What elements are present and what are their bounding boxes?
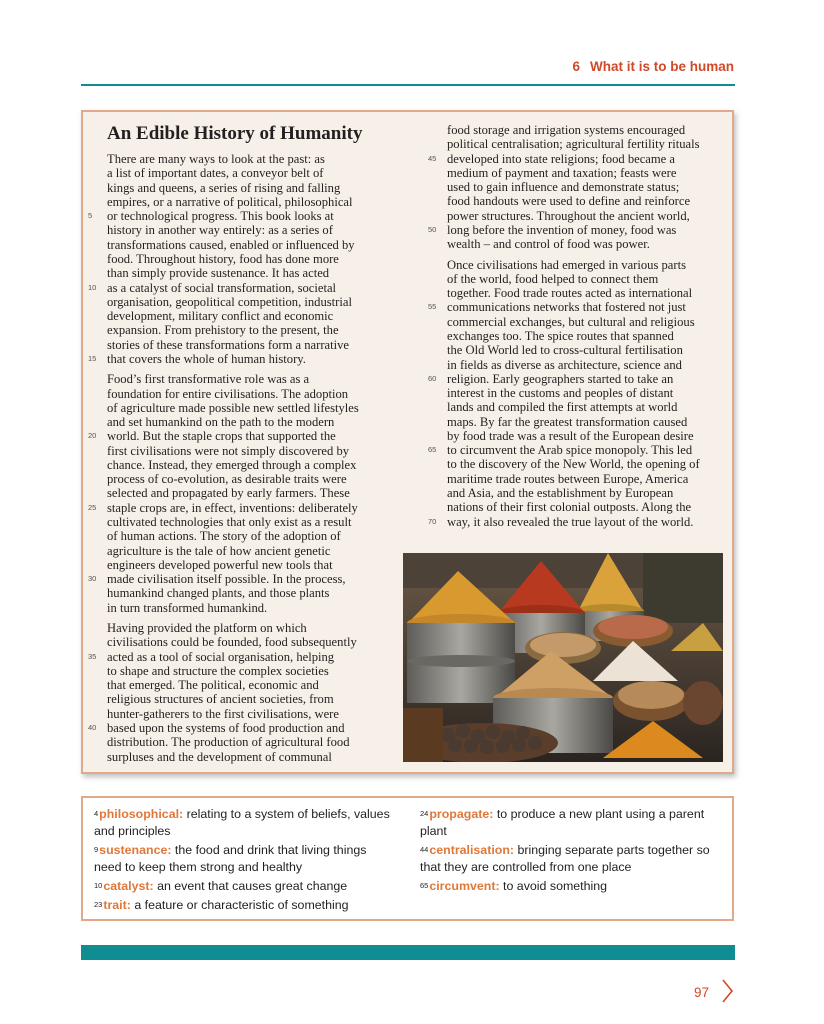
line-text: chance. Instead, they emerged through a complex xyxy=(107,457,357,472)
line-number: 15 xyxy=(88,353,97,363)
line-text: interest in the customs and peoples of distant xyxy=(447,386,674,401)
line-text: based upon the systems of food production and xyxy=(107,720,345,735)
text-line xyxy=(447,286,732,300)
line-text: development, military conflict and economic xyxy=(107,309,334,324)
line-text: to the discovery of the New World, the opening of xyxy=(447,457,700,472)
glossary-entry xyxy=(94,878,394,895)
chevron-right-icon[interactable] xyxy=(720,978,734,1009)
text-line xyxy=(107,387,392,401)
glossary-entry xyxy=(94,806,394,840)
line-text: world. But the staple crops that supported the xyxy=(107,429,336,444)
text-line xyxy=(88,649,392,664)
text-line xyxy=(447,209,732,223)
line-text: as a catalyst of social transformation, societal xyxy=(107,280,337,295)
text-line xyxy=(88,351,392,366)
line-number: 55 xyxy=(428,302,437,312)
glossary-box xyxy=(81,796,734,921)
line-text: process of co-evolution, as desirable traits were xyxy=(107,472,347,487)
line-text: in fields as diverse as architecture, science and xyxy=(447,357,682,372)
text-line xyxy=(447,194,732,208)
line-number: 5 xyxy=(88,211,93,221)
line-text: civilisations could be founded, food subsequently xyxy=(107,635,357,650)
text-line xyxy=(88,429,392,444)
text-line xyxy=(107,707,392,721)
line-number: 45 xyxy=(428,153,437,163)
text-line xyxy=(447,237,732,251)
glossary-term: centralisation: xyxy=(429,843,515,857)
text-line xyxy=(88,500,392,515)
line-text: in turn transformed humankind. xyxy=(107,600,268,615)
line-text: acted as a tool of social organisation, helping xyxy=(107,649,335,664)
line-text: of human actions. The story of the adoption of xyxy=(107,529,341,544)
line-text: commercial exchanges, but cultural and religious xyxy=(447,314,695,329)
glossary-column-right xyxy=(420,806,720,897)
header-rule xyxy=(81,84,735,86)
line-number: 20 xyxy=(88,431,97,441)
glossary-line-ref: 4 xyxy=(94,809,99,818)
glossary-term: sustenance: xyxy=(99,843,172,857)
text-line xyxy=(107,586,392,600)
line-number: 70 xyxy=(428,516,437,526)
glossary-term: catalyst: xyxy=(103,879,154,893)
glossary-definition: bringing separate parts together so that they are controlled from one place xyxy=(420,843,710,874)
line-number: 50 xyxy=(428,224,437,234)
line-text: that covers the whole of human history. xyxy=(107,351,306,366)
text-line xyxy=(107,238,392,252)
text-line xyxy=(447,457,732,471)
text-line xyxy=(107,323,392,337)
line-text: to shape and structure the complex societies xyxy=(107,663,329,678)
text-line xyxy=(88,720,392,735)
line-text: used to gain influence and demonstrate status; xyxy=(447,180,680,195)
line-text: and set humankind on the path to the modern xyxy=(107,415,335,430)
text-line xyxy=(107,529,392,543)
line-text: a list of important dates, a conveyor belt of xyxy=(107,166,324,181)
text-line xyxy=(107,295,392,309)
text-line xyxy=(428,151,732,166)
line-text: the Old World led to cross-cultural fertilisation xyxy=(447,343,683,358)
text-line xyxy=(447,500,732,514)
text-line xyxy=(447,472,732,486)
line-text: foundation for entire civilisations. The adoption xyxy=(107,386,349,401)
text-line xyxy=(107,621,392,635)
line-text: organisation, geopolitical competition, industrial xyxy=(107,294,352,309)
text-line xyxy=(447,137,732,151)
line-text: religious structures of ancient societies, from xyxy=(107,692,334,707)
text-line xyxy=(447,358,732,372)
text-line xyxy=(107,195,392,209)
text-line xyxy=(107,472,392,486)
glossary-definition: to avoid something xyxy=(499,879,608,893)
glossary-term: philosophical: xyxy=(99,807,184,821)
text-line xyxy=(428,514,732,529)
article-column-left xyxy=(88,152,392,764)
line-text: empires, or a narrative of political, philosophical xyxy=(107,194,353,209)
glossary-entry xyxy=(94,897,394,914)
chapter-header xyxy=(572,59,734,74)
line-text: power structures. Throughout the ancient world, xyxy=(447,208,690,223)
text-line xyxy=(107,692,392,706)
text-line xyxy=(107,558,392,572)
line-text: of the world, food helped to connect them xyxy=(447,271,659,286)
article-title: An Edible History of Humanity xyxy=(107,123,363,144)
text-line xyxy=(447,315,732,329)
text-line xyxy=(88,280,392,295)
text-line xyxy=(107,372,392,386)
text-line xyxy=(88,209,392,224)
text-line xyxy=(428,371,732,386)
glossary-definition: relating to a system of beliefs, values and principles xyxy=(94,807,390,838)
text-line xyxy=(107,515,392,529)
text-line xyxy=(107,635,392,649)
footer-band xyxy=(81,945,735,960)
line-text: stories of these transformations form a narrative xyxy=(107,337,349,352)
line-text: long before the invention of money, food was xyxy=(447,222,677,237)
text-line xyxy=(88,572,392,587)
glossary-definition: a feature or characteristic of something xyxy=(130,898,349,912)
chapter-title: What it is to be human xyxy=(590,59,734,74)
line-text: kings and queens, a series of rising and falling xyxy=(107,180,341,195)
text-line xyxy=(447,400,732,414)
text-line xyxy=(107,252,392,266)
line-text: engineers developed powerful new tools that xyxy=(107,557,333,572)
text-line xyxy=(107,678,392,692)
line-text: humankind changed plants, and those plants xyxy=(107,586,330,601)
line-text: There are many ways to look at the past: as xyxy=(107,152,325,166)
text-line xyxy=(107,601,392,615)
glossary-term: circumvent: xyxy=(429,879,500,893)
text-line xyxy=(107,444,392,458)
line-text: together. Food trade routes acted as international xyxy=(447,286,693,301)
line-text: surpluses and the development of communal xyxy=(107,749,332,764)
text-line xyxy=(428,300,732,315)
line-text: Food’s first transformative role was as a xyxy=(107,372,310,387)
line-text: that emerged. The political, economic and xyxy=(107,678,319,693)
glossary-line-ref: 9 xyxy=(94,845,99,854)
line-number: 30 xyxy=(88,574,97,584)
line-text: nations of their first colonial outposts. Along the xyxy=(447,500,692,515)
line-text: medium of payment and taxation; feasts were xyxy=(447,165,677,180)
text-line xyxy=(447,180,732,194)
glossary-definition: to produce a new plant using a parent plant xyxy=(420,807,705,838)
line-text: political centralisation; agricultural fertility rituals xyxy=(447,137,700,152)
chapter-number: 6 xyxy=(572,59,580,74)
text-line xyxy=(107,486,392,500)
spice-market-photo xyxy=(403,553,723,762)
glossary-term: trait: xyxy=(103,898,131,912)
text-line xyxy=(447,386,732,400)
line-text: food storage and irrigation systems encouraged xyxy=(447,123,686,137)
line-text: and Asia, and the establishment by European xyxy=(447,486,674,501)
glossary-line-ref: 24 xyxy=(420,809,429,818)
line-text: than simply provide sustenance. It has acted xyxy=(107,266,330,281)
line-text: expansion. From prehistory to the present, the xyxy=(107,323,339,338)
line-number: 60 xyxy=(428,373,437,383)
line-text: wealth – and control of food was power. xyxy=(447,237,650,252)
text-line xyxy=(107,266,392,280)
glossary-entry xyxy=(420,878,720,895)
line-text: maritime trade routes between Europe, America xyxy=(447,471,689,486)
text-line xyxy=(428,222,732,237)
glossary-line-ref: 23 xyxy=(94,900,103,909)
line-text: maps. By far the greatest transformation caused xyxy=(447,414,688,429)
text-line xyxy=(107,735,392,749)
text-line xyxy=(447,429,732,443)
glossary-term: propagate: xyxy=(429,807,494,821)
line-text: transformations caused, enabled or influenced by xyxy=(107,237,355,252)
text-line xyxy=(107,181,392,195)
line-number: 25 xyxy=(88,502,97,512)
line-text: selected and propagated by early farmers. These xyxy=(107,486,350,501)
text-line xyxy=(107,223,392,237)
line-text: food. Throughout history, food has done more xyxy=(107,251,339,266)
glossary-entry xyxy=(420,806,720,840)
line-text: staple crops are, in effect, inventions: deliberately xyxy=(107,500,358,515)
line-text: developed into state religions; food became a xyxy=(447,151,676,166)
glossary-definition: an event that causes great change xyxy=(153,879,348,893)
glossary-entry xyxy=(420,842,720,876)
glossary-line-ref: 10 xyxy=(94,881,103,890)
line-text: cultivated technologies that only exist as a result xyxy=(107,515,352,530)
text-line xyxy=(107,166,392,180)
text-line xyxy=(428,443,732,458)
text-line xyxy=(107,415,392,429)
line-text: lands and compiled the first attempts at world xyxy=(447,400,678,415)
line-text: hunter-gatherers to the first civilisations, were xyxy=(107,706,339,721)
text-line xyxy=(107,544,392,558)
line-text: way, it also revealed the true layout of the world. xyxy=(447,514,694,529)
line-text: Having provided the platform on which xyxy=(107,621,307,635)
text-line xyxy=(447,258,732,272)
text-line xyxy=(447,329,732,343)
line-number: 40 xyxy=(88,722,97,732)
glossary-line-ref: 44 xyxy=(420,845,429,854)
line-text: Once civilisations had emerged in various parts xyxy=(447,257,686,272)
line-text: made civilisation itself possible. In the process, xyxy=(107,572,346,587)
line-text: history in another way entirely: as a series of xyxy=(107,223,333,238)
line-text: food handouts were used to define and reinforce xyxy=(447,194,691,209)
reading-passage-box xyxy=(81,110,734,774)
text-line xyxy=(107,458,392,472)
text-line xyxy=(447,415,732,429)
text-line xyxy=(107,401,392,415)
line-text: agriculture is the tale of how ancient genetic xyxy=(107,543,331,558)
line-number: 10 xyxy=(88,282,97,292)
glossary-definition: the food and drink that living things need to keep them strong and healthy xyxy=(94,843,367,874)
text-line xyxy=(107,309,392,323)
line-number: 35 xyxy=(88,651,97,661)
line-text: or technological progress. This book looks at xyxy=(107,209,334,224)
text-line xyxy=(107,338,392,352)
line-text: religion. Early geographers started to take an xyxy=(447,371,674,386)
line-text: of agriculture made possible new settled lifestyles xyxy=(107,400,359,415)
page-number: 97 xyxy=(694,985,710,1000)
glossary-column-left xyxy=(94,806,394,916)
text-line xyxy=(447,123,732,137)
line-text: distribution. The production of agricultural food xyxy=(107,735,350,750)
line-text: by food trade was a result of the European desire xyxy=(447,428,694,443)
text-line xyxy=(447,272,732,286)
line-text: to circumvent the Arab spice monopoly. This led xyxy=(447,443,693,458)
text-line xyxy=(107,750,392,764)
text-line xyxy=(447,343,732,357)
line-text: exchanges too. The spice routes that spanned xyxy=(447,328,674,343)
article-column-right xyxy=(428,123,732,529)
text-line xyxy=(107,152,392,166)
glossary-entry xyxy=(94,842,394,876)
glossary-line-ref: 65 xyxy=(420,881,429,890)
line-number: 65 xyxy=(428,445,437,455)
text-line xyxy=(107,664,392,678)
line-text: communications networks that fostered not just xyxy=(447,300,686,315)
text-line xyxy=(447,486,732,500)
text-line xyxy=(447,166,732,180)
line-text: first civilisations were not simply discovered by xyxy=(107,443,350,458)
